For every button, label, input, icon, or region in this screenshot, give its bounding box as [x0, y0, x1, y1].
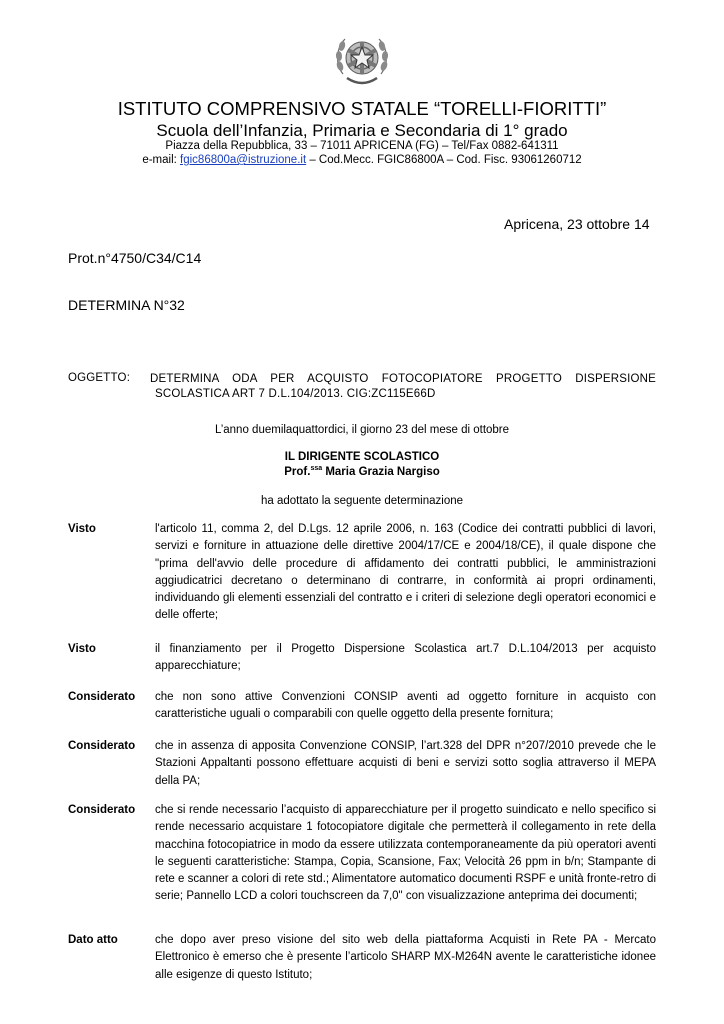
clause-label: Considerato	[68, 740, 136, 752]
dirigente-name: Maria Grazia Nargiso	[322, 465, 440, 478]
school-codes: – Cod.Mecc. FGIC86800A – Cod. Fisc. 93061260712	[306, 154, 582, 166]
dirigente-title: IL DIRIGENTE SCOLASTICO	[284, 451, 440, 463]
adottato-line: ha adottato la seguente determinazione	[260, 495, 464, 507]
dirigente-prefix: Prof.	[284, 465, 311, 478]
school-title: ISTITUTO COMPRENSIVO STATALE “TORELLI-FIORITTI”	[117, 98, 607, 119]
oggetto-label: OGGETTO:	[68, 372, 131, 384]
determina-number: DETERMINA N°32	[68, 297, 185, 313]
repubblica-italiana-emblem-icon	[333, 30, 391, 90]
clause-text: il finanziamento per il Progetto Dispersione Scolastica art.7 D.L.104/2013 per acquisto apparecchiature;	[155, 643, 656, 673]
clause-label: Visto	[68, 523, 96, 535]
clause-text: che si rende necessario l’acquisto di apparecchiature per il progetto suindicato e nello specifico si rende necessario acquistare 1 fotocopiatore digitale che permetterà il collegamento in rete della macchina fotocopiatrice in modo da essere utilizzata contemporaneamente da più operatori aventi le seguenti caratteristiche: Stampa, Copia, Scansione, Fax; Velocità 26 ppm in b/n; Stampante di rete e scanner a colori di rete std.; Alimentatore automatico documenti RSPF e unità fronte-retro di serie; Pannello LCD a colori touchscreen da 7,0" con visualizzazione anteprima dei documenti;	[155, 804, 656, 903]
clause-label: Dato atto	[68, 934, 118, 946]
clause-text: che non sono attive Convenzioni CONSIP aventi ad oggetto forniture in acquisto con caratteristiche uguali o comparabili con quelle oggetto della presente fornitura;	[155, 691, 656, 721]
clause-label: Considerato	[68, 691, 136, 703]
clause-text: l'articolo 11, comma 2, del D.Lgs. 12 aprile 2006, n. 163 (Codice dei contratti pubblici di lavori, servizi e forniture in attuazione delle direttive 2004/17/CE e 2004/18/CE), il quale dispone che "prima dell'avvio delle procedure di affidamento dei contratti pubblici, le amministrazioni aggiudicatrici decretano o determinano di contrarre, in conformità ai propri ordinamenti, individuando gli elementi essenziali del contratto e i criteri di selezione degli operatori economici e delle offerte;	[155, 523, 656, 622]
clause-label: Considerato	[68, 804, 136, 816]
dirigente-sup: ssa	[310, 465, 323, 472]
anno-line: L’anno duemilaquattordici, il giorno 23 del mese di ottobre	[214, 424, 510, 436]
dirigente-name-line	[0, 465, 724, 478]
email-prefix: e-mail:	[142, 154, 181, 166]
oggetto-text	[150, 372, 656, 402]
protocol-number: Prot.n°4750/C34/C14	[68, 250, 202, 266]
oggetto-line-2: SCOLASTICA ART 7 D.L.104/2013. CIG:ZC115E66D	[155, 388, 436, 400]
clause-text: che dopo aver preso visione del sito web della piattaforma Acquisti in Rete PA - Mercato Elettronico è emerso che è presente l’articolo SHARP MX-M264N avente le caratteristiche idonee alle esigenze di questo Istituto;	[155, 934, 656, 981]
document-date: Apricena, 23 ottobre 14	[504, 216, 650, 232]
school-subtitle: Scuola dell’Infanzia, Primaria e Secondaria di 1° grado	[156, 121, 568, 140]
school-address: Piazza della Repubblica, 33 – 71011 APRICENA (FG) – Tel/Fax 0882-641311	[165, 140, 559, 152]
oggetto-line-1: DETERMINA ODA PER ACQUISTO FOTOCOPIATORE PROGETTO DISPERSIONE	[150, 373, 656, 385]
clause-text: che in assenza di apposita Convenzione CONSIP, l’art.328 del DPR n°207/2010 prevede che le Stazioni Appaltanti possono effettuare acquisti di beni e servizi sotto soglia attraverso il MEPA della PA;	[155, 740, 656, 787]
email-link[interactable]: fgic86800a@istruzione.it	[180, 154, 307, 166]
clause-label: Visto	[68, 643, 96, 655]
school-contacts	[0, 153, 724, 167]
